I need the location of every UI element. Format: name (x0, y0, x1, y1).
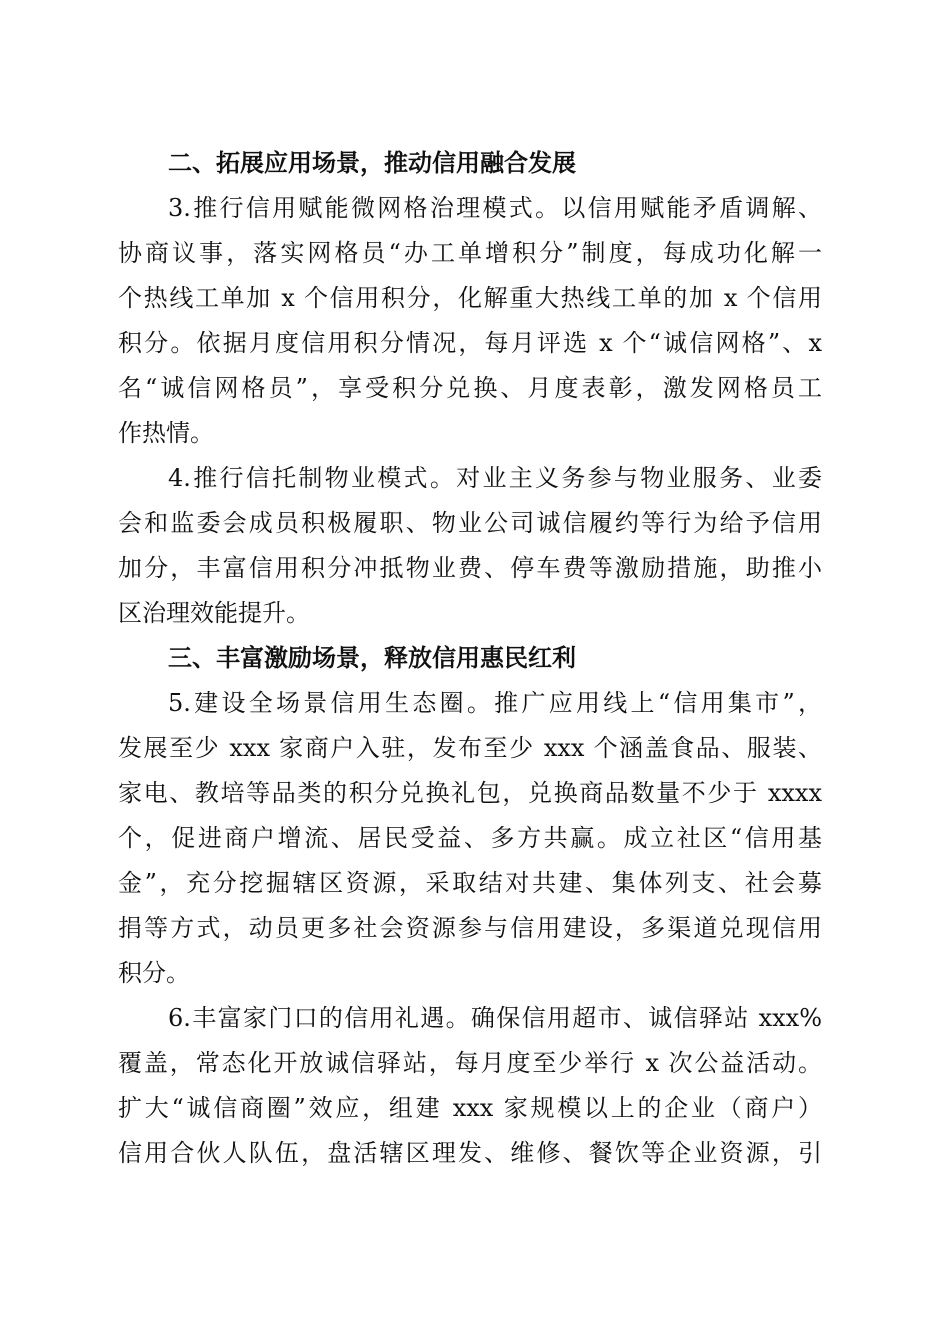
text-line: 积分。依据月度信用积分情况，每月评选 x 个“诚信网格”、x (118, 329, 822, 357)
text-line: 扩大“诚信商圈”效应，组建 xxx 家规模以上的企业（商户） (118, 1094, 822, 1122)
text-line: 协商议事，落实网格员“办工单增积分”制度，每成功化解一 (118, 239, 822, 267)
text-line: 发展至少 xxx 家商户入驻，发布至少 xxx 个涵盖食品、服装、 (118, 734, 822, 762)
section-heading: 三、丰富激励场景，释放信用惠民红利 (168, 644, 576, 672)
text-line: 个，促进商户增流、居民受益、多方共赢。成立社区“信用基 (118, 824, 822, 852)
text-line: 积分。 (118, 959, 190, 987)
text-line: 加分，丰富信用积分冲抵物业费、停车费等激励措施，助推小 (118, 554, 822, 582)
text-line: 作热情。 (118, 419, 214, 447)
text-line: 5.建设全场景信用生态圈。推广应用线上“信用集市”， (168, 689, 822, 717)
text-line: 家电、教培等品类的积分兑换礼包，兑换商品数量不少于 xxxx (118, 779, 822, 807)
text-line: 捐等方式，动员更多社会资源参与信用建设，多渠道兑现信用 (118, 914, 822, 942)
text-line: 信用合伙人队伍，盘活辖区理发、维修、餐饮等企业资源，引 (118, 1139, 822, 1167)
text-line: 区治理效能提升。 (118, 599, 310, 627)
text-line: 3.推行信用赋能微网格治理模式。以信用赋能矛盾调解、 (168, 194, 822, 222)
text-line: 金”，充分挖掘辖区资源，采取结对共建、集体列支、社会募 (118, 869, 822, 897)
text-line: 名“诚信网格员”，享受积分兑换、月度表彰，激发网格员工 (118, 374, 822, 402)
text-line: 个热线工单加 x 个信用积分，化解重大热线工单的加 x 个信用 (118, 284, 822, 312)
text-line: 覆盖，常态化开放诚信驿站，每月度至少举行 x 次公益活动。 (118, 1049, 822, 1077)
text-line: 6.丰富家门口的信用礼遇。确保信用超市、诚信驿站 xxx% (168, 1004, 822, 1032)
text-line: 4.推行信托制物业模式。对业主义务参与物业服务、业委 (168, 464, 822, 492)
section-heading: 二、拓展应用场景，推动信用融合发展 (168, 149, 576, 177)
text-line: 会和监委会成员积极履职、物业公司诚信履约等行为给予信用 (118, 509, 822, 537)
